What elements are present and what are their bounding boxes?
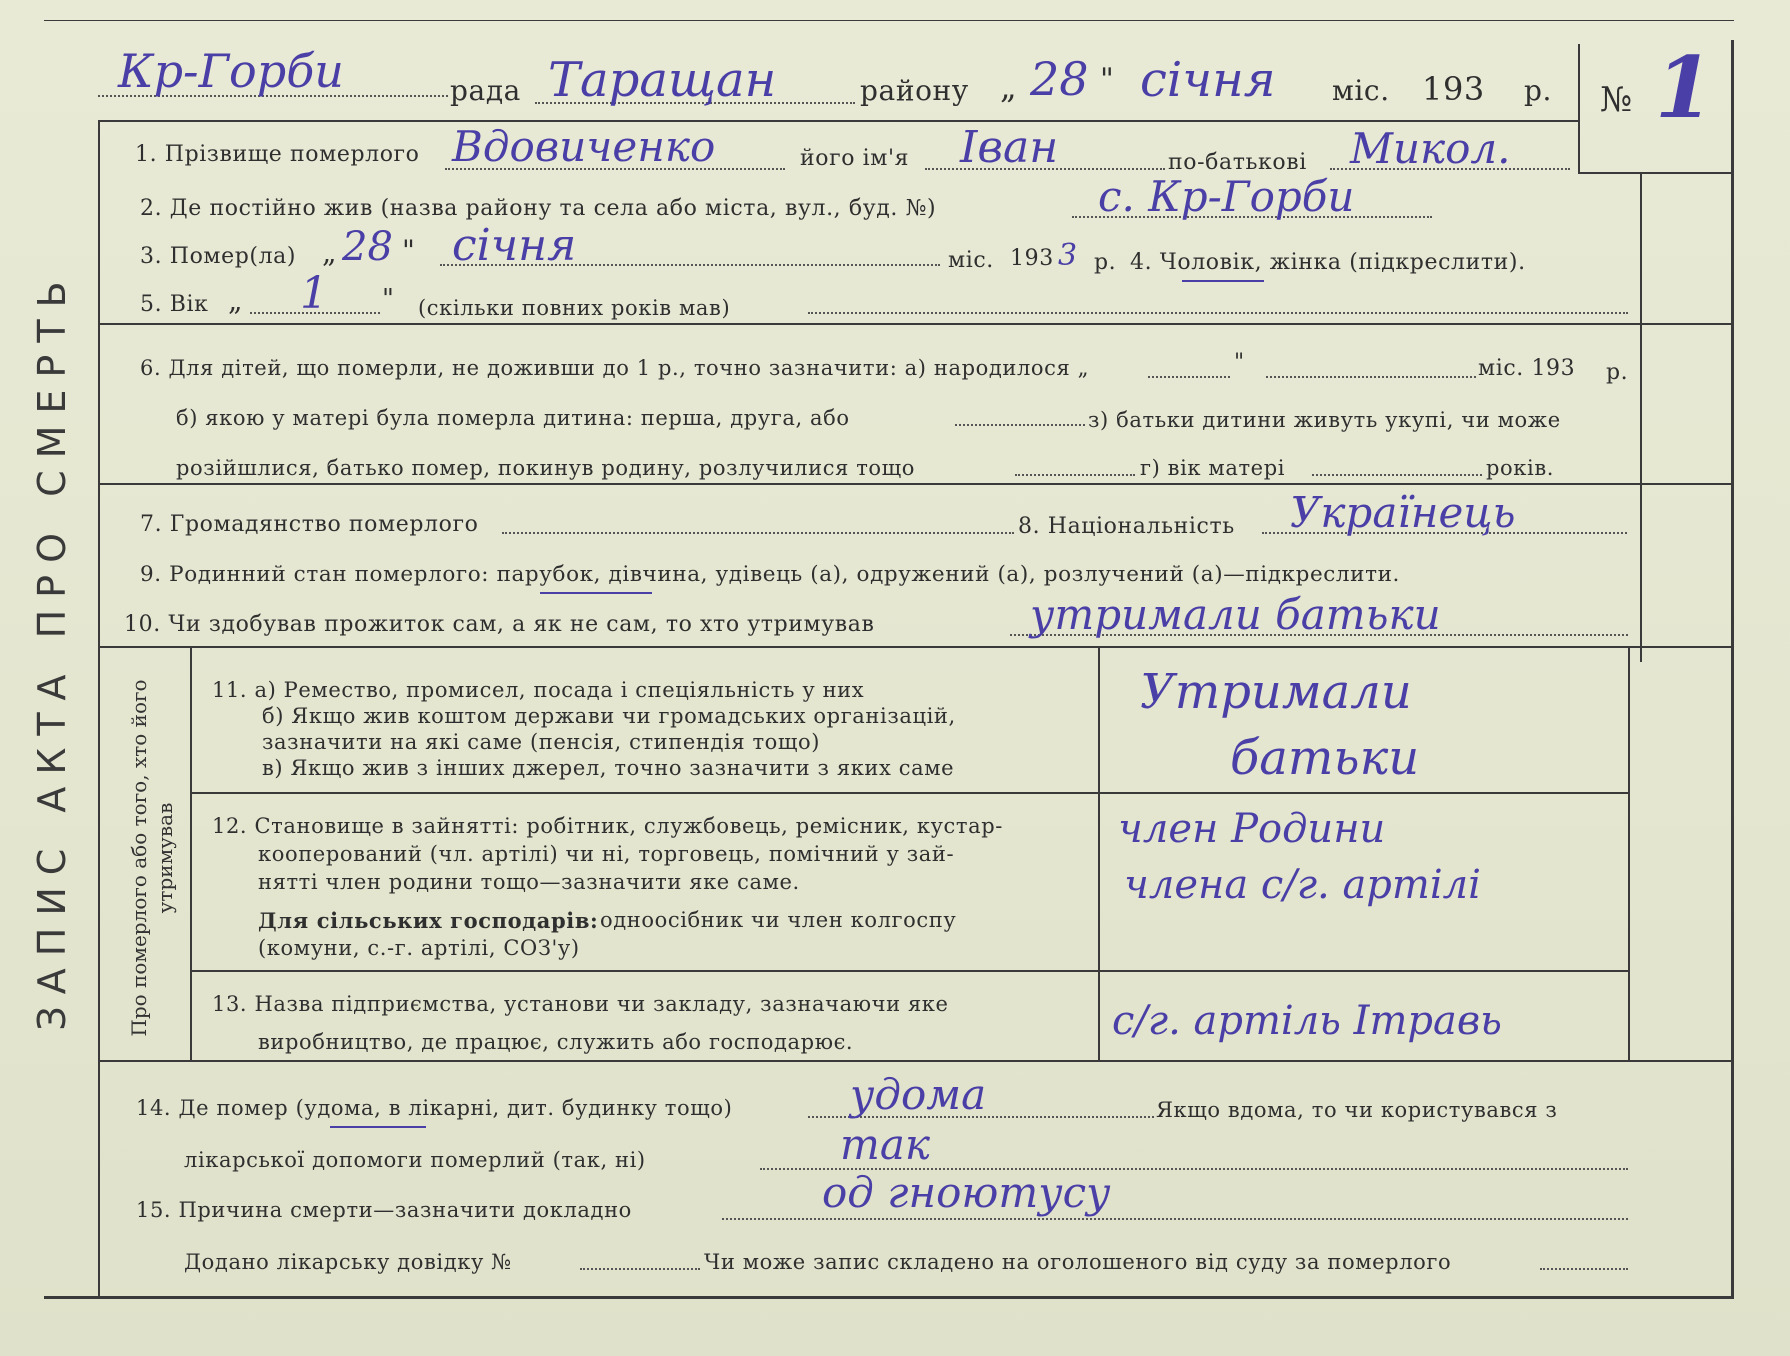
field-5-rest-line: [808, 312, 1628, 314]
field-13-line1: 13. Назва підприємства, установи чи закладу, зазначаючи яке: [212, 992, 949, 1016]
field-3-label: 3. Помер(ла): [140, 244, 297, 269]
field-1-surname-handwritten: Вдовиченко: [452, 122, 716, 171]
field-2-handwritten: с. Кр-Горби: [1098, 172, 1355, 221]
answers-divider: [1098, 646, 1100, 1060]
row-line-top: [98, 120, 1578, 122]
village-name-handwritten: Кр-Горби: [118, 44, 344, 98]
field-15-label: 15. Причина смерти—зазначити докладно: [136, 1198, 632, 1222]
top-border: [44, 20, 1734, 21]
field-11-handwritten-1: Утримали: [1140, 664, 1412, 720]
field-10-label: 10. Чи здобував прожиток сам, а як не сам, то хто утримував: [124, 612, 875, 637]
field-6-r-label: р.: [1606, 360, 1629, 385]
field-3-r-label: р.: [1094, 250, 1117, 275]
row-line-after-5: [98, 323, 1731, 325]
field-6-line3a: розійшлися, батько помер, покинув родину, розлучилися тощо: [176, 456, 916, 480]
field-6-line2a: б) якою у матері була померла дитина: перша, друга, або: [176, 406, 850, 430]
row-line-after-10: [98, 646, 1731, 648]
r-label: р.: [1524, 74, 1553, 107]
inner-right-border-top: [1640, 172, 1642, 662]
right-border: [1731, 40, 1734, 1298]
field-4-underline: [1182, 280, 1264, 282]
field-3-day-handwritten: 28: [342, 224, 393, 270]
field-12-bold-label: Для сільських господарів:: [258, 908, 599, 933]
field-6-status-line: [1015, 474, 1135, 476]
field-8-handwritten: Українець: [1290, 488, 1516, 537]
field-3-month-handwritten: січня: [452, 220, 577, 271]
date-quote-open: „: [1000, 68, 1018, 106]
field-3-quote-open: „: [322, 236, 338, 269]
field-15-handwritten: од гноютусу: [822, 1168, 1111, 1217]
field-3-year-handwritten: 3: [1058, 238, 1078, 273]
field-3-quote-close: ": [402, 234, 416, 267]
field-1-patronymic-handwritten: Микол.: [1350, 124, 1511, 173]
year-printed: 193: [1422, 70, 1485, 108]
field-11-line1: 11. а) Ремество, промисел, посада і спеціяльність у них: [212, 678, 865, 702]
field-5-quote-open: „: [228, 284, 244, 317]
date-month-handwritten: січня: [1140, 52, 1276, 108]
bottom-border: [44, 1296, 1734, 1299]
field-5-note: (скільки повних років мав): [418, 296, 731, 320]
field-13-line2: виробництво, де працює, служить або господарює.: [258, 1030, 854, 1054]
date-quote-close: ": [1100, 62, 1115, 97]
field-14-line2: лікарської допомоги померлий (так, ні): [184, 1148, 646, 1172]
field-7-label: 7. Громадянство померлого: [140, 512, 479, 537]
field-5-label: 5. Вік: [140, 292, 209, 317]
field-11-line3: зазначити на які саме (пенсія, стипендія тощо): [262, 730, 821, 754]
field-11-handwritten-2: батьки: [1230, 730, 1420, 786]
row-line-after-12: [190, 970, 1628, 972]
field-6-month-label: міс. 193: [1478, 356, 1576, 381]
field-16-number-line: [580, 1268, 700, 1270]
side-title-text: ЗАПИС АКТА ПРО СМЕРТЬ: [30, 269, 74, 1031]
field-11-line4: в) Якщо жив з інших джерел, точно зазначити з яких саме: [262, 756, 955, 780]
field-5-age-handwritten: 1: [300, 268, 328, 319]
field-14-line2-handwritten: так: [840, 1120, 930, 1169]
field-14-underline: [330, 1126, 426, 1128]
side-note-text: Про померлого або того, хто його утримував: [127, 679, 177, 1037]
field-1-patronymic-label: по-батькові: [1168, 150, 1307, 175]
field-2-label: 2. Де постійно жив (назва району та села або міста, вул., буд. №): [140, 196, 937, 221]
council-label: рада: [450, 74, 521, 107]
field-15-line: [722, 1218, 1628, 1220]
inner-left-border: [98, 120, 100, 1296]
field-12-line4-rest: одноосібник чи член колгоспу: [600, 908, 957, 932]
row-line-after-11: [190, 792, 1628, 794]
field-5-quote-close: ": [382, 284, 395, 314]
month-label: міс.: [1332, 74, 1390, 107]
field-14-handwritten: удома: [850, 1070, 987, 1119]
field-9-label: 9. Родинний стан померлого: парубок, дівчина, удівець (а), одружений (а), розлучений (а)—підкреслити.: [140, 562, 1400, 587]
field-3-year-printed: 193: [1010, 246, 1054, 271]
field-1-label: 1. Прізвище померлого: [135, 142, 420, 167]
answers-right-border: [1628, 646, 1630, 1060]
field-6-line3b: г) вік матері: [1140, 456, 1286, 480]
field-16-rest: Чи може запис складено на оголошеного від суду за померлого: [704, 1250, 1452, 1274]
field-6-quote-close: ": [1234, 350, 1245, 375]
row-line-after-13: [98, 1060, 1731, 1062]
field-6-line3c: років.: [1486, 456, 1555, 480]
field-13-handwritten: с/г. артіль Ітравь: [1112, 998, 1502, 1044]
field-6-month-line: [1266, 376, 1476, 378]
field-8-label: 8. Національність: [1018, 514, 1235, 539]
field-6-mother-age-line-2: [1312, 474, 1482, 476]
field-6-line2b: з) батьки дитини живуть укупі, чи може: [1088, 408, 1561, 432]
field-1-name-label: його ім'я: [800, 146, 910, 171]
field-4-label: 4. Чоловік, жінка (підкреслити).: [1130, 250, 1526, 275]
field-7-line: [502, 532, 1014, 534]
number-label: №: [1600, 80, 1633, 120]
field-6-day-line: [1148, 376, 1230, 378]
row-line-after-6: [98, 483, 1731, 485]
field-11-line2: б) Якщо жив коштом держави чи громадських організацій,: [262, 704, 956, 728]
district-label: району: [860, 74, 969, 107]
form-side-title: [22, 150, 82, 1150]
field-12-handwritten-2: члена с/г. артілі: [1124, 862, 1481, 908]
number-handwritten: 1: [1655, 38, 1714, 137]
side-note: [112, 668, 192, 1048]
field-12-handwritten-1: член Родини: [1118, 806, 1386, 852]
field-12-line1: 12. Становище в зайнятті: робітник, службовець, ремісник, кустар-: [212, 814, 1003, 838]
date-day-handwritten: 28: [1030, 52, 1089, 106]
field-14-rest: Якщо вдома, то чи користувався з: [1156, 1098, 1558, 1122]
field-9-underline: [540, 592, 652, 594]
council-handwritten: Таращан: [548, 52, 777, 108]
field-12-line3: нятті член родини тощо—зазначити яке саме.: [258, 870, 800, 894]
field-16-end-line: [1540, 1268, 1628, 1270]
field-3-month-label: міс.: [948, 248, 994, 273]
field-1-name-handwritten: Іван: [960, 122, 1059, 173]
field-6-line1: 6. Для дітей, що померли, не доживши до 1 р., точно зазначити: а) народилося „: [140, 356, 1090, 380]
field-6-order-line: [955, 424, 1085, 426]
field-10-handwritten: утримали батьки: [1030, 590, 1441, 639]
field-12-line5: (комуни, с.-г. артілі, СОЗ'у): [258, 936, 580, 960]
field-14-label: 14. Де помер (удома, в лікарні, дит. будинку тощо): [136, 1096, 733, 1120]
field-16-label: Додано лікарську довідку №: [184, 1250, 512, 1274]
field-12-line2: кооперований (чл. артілі) чи ні, торговець, помічний у зай-: [258, 842, 955, 866]
